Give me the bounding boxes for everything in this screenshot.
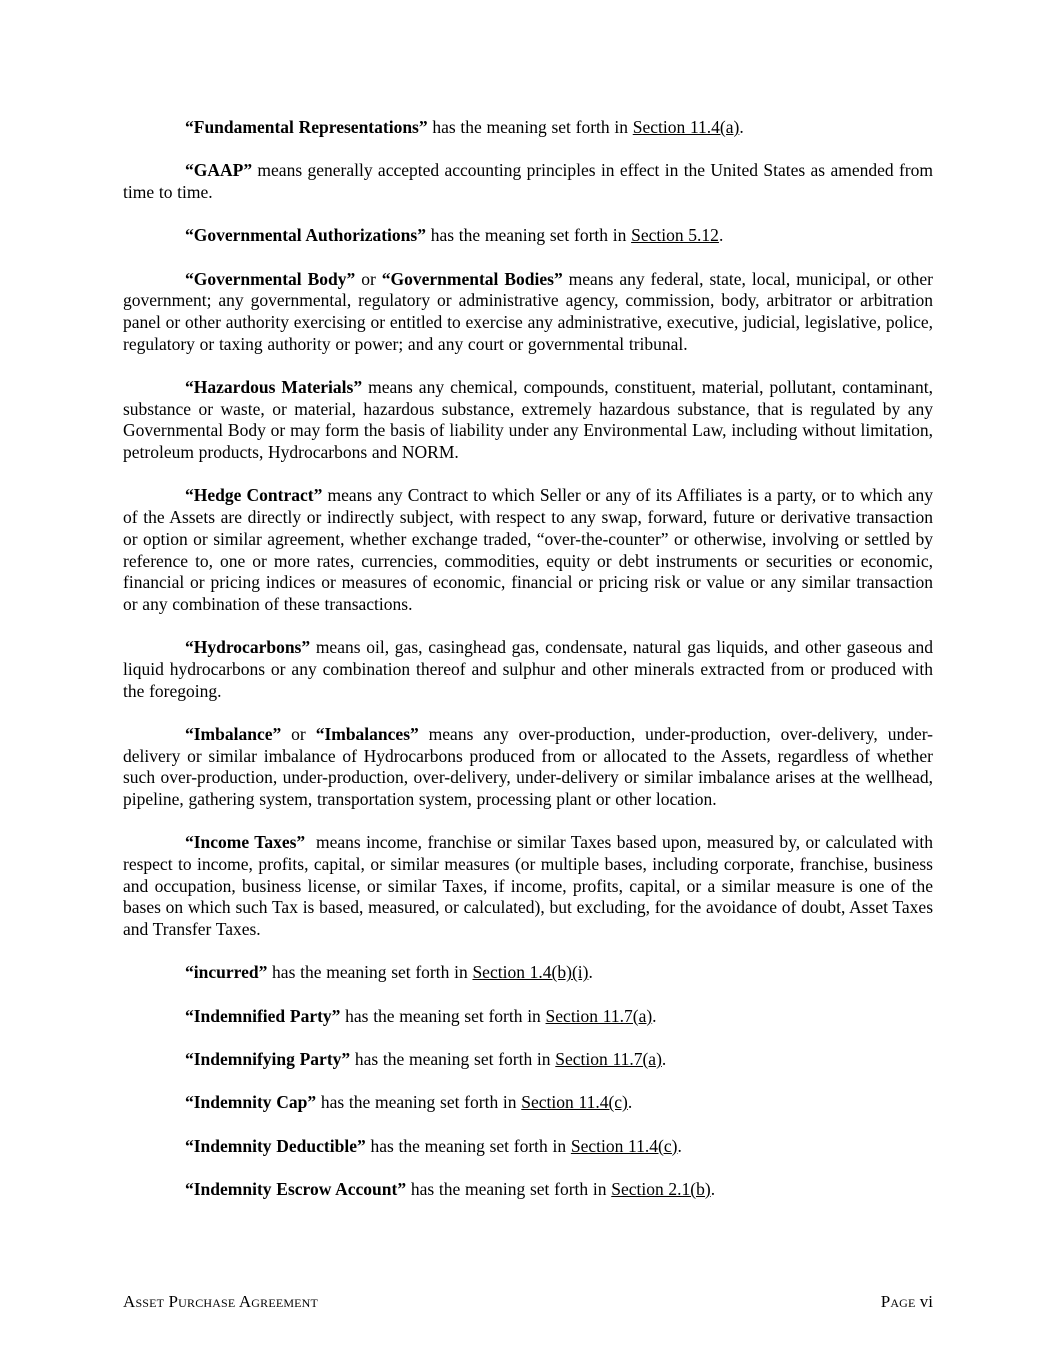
body-text: . (588, 962, 593, 983)
body-text: means income, franchise or similar Taxes based upon, measured by, or calculated with respect to income, profits, capital, or similar measures (or multiple bases, including corporate, franchise, business and occupation, business license, or similar Taxes, if income, profits, capital, or a similar measure is one of the bases on which such Tax is based, measured, or calculated), but excluding, for the avoidance of doubt, Asset Taxes and Transfer Taxes. (123, 832, 933, 940)
body-text: has the meaning set forth in (425, 225, 632, 246)
defined-term: “Hydrocarbons” (185, 637, 311, 658)
definition-paragraph (123, 377, 933, 464)
defined-term: “Hazardous Materials” (185, 377, 363, 397)
definition-paragraph (123, 1049, 933, 1071)
body-text: . (718, 225, 724, 246)
body-text: has the meaning set forth in (350, 1049, 556, 1070)
body-text: means any federal, state, local, municipal, or other government; any governmental, regulatory or administrative agency, commission, body, arbitrator or arbitration panel or other authority exercising or entitled to exercise any administrative, executive, judicial, legislative, police, regulatory or taxing authority or power; and any court or governmental tribunal. (123, 268, 934, 354)
defined-term: “Governmental Bodies” (381, 268, 563, 289)
body-text: means any Contract to which Seller or any of its Affiliates is a party, or to which any of the Assets are directly or indirectly subject, with respect to any swap, forward, future or derivative transaction or option or similar agreement, whether exchange traded, “over-the-counter” or otherwise, involving or settled by reference to, one or more rates, currencies, commodities, equity or debt instruments or securities or economic, financial or pricing indices or measures of economic, financial or pricing risk or value or any similar transaction or any combination of these transactions. (123, 485, 933, 614)
body-text: means oil, gas, casinghead gas, condensate, natural gas liquids, and other gaseous and liquid hydrocarbons or any combination thereof and sulphur and other minerals extracted from or produced with the foregoing. (123, 637, 933, 701)
definition-paragraph (123, 160, 933, 203)
defined-term: “Indemnity Escrow Account” (185, 1178, 407, 1199)
document-body (123, 117, 933, 1201)
body-text: means any chemical, compounds, constituent, material, pollutant, contaminant, substance or waste, or material, hazardous substance, extremely hazardous substance, that is regulated by any Governmental Body or may form the basis of liability under any Environmental Law, including without limitation, petroleum products, Hydrocarbons and NORM. (123, 377, 933, 463)
body-text: . (677, 1135, 682, 1156)
section-reference-link[interactable]: Section 5.12 (631, 225, 719, 246)
page-footer (123, 1292, 933, 1312)
footer-page-label: Page (880, 1292, 916, 1311)
body-text: or (355, 268, 382, 289)
footer-document-title: Asset Purchase Agreement (123, 1292, 318, 1311)
defined-term: “GAAP” (185, 160, 253, 181)
defined-term: “Governmental Authorizations” (185, 225, 426, 246)
definition-paragraph (123, 1092, 933, 1114)
body-text: has the meaning set forth in (427, 117, 633, 137)
definition-paragraph (123, 225, 933, 247)
body-text: . (627, 1092, 633, 1113)
body-text: means any over-production, under-production, over-delivery, under-delivery or similar imbalance of Hydrocarbons produced from or allocated to the Assets, regardless of whether such over-production, under-production, over-delivery, under-delivery or similar imbalance arises at the wellhead, pipeline, gathering system, transportation system, processing plant or other location. (123, 723, 934, 810)
section-reference-link[interactable]: Section 2.1(b) (611, 1178, 711, 1199)
definition-paragraph (123, 485, 933, 615)
body-text: has the meaning set forth in (406, 1178, 612, 1199)
body-text: . (661, 1049, 667, 1070)
definition-paragraph (123, 269, 933, 356)
body-text: has the meaning set forth in (340, 1005, 546, 1026)
defined-term: “incurred” (185, 962, 268, 983)
defined-term: “Indemnifying Party” (185, 1049, 351, 1070)
defined-term: “Imbalance” (185, 723, 282, 744)
defined-term: “Indemnity Cap” (185, 1092, 317, 1113)
section-reference-link[interactable]: Section 11.4(c) (521, 1092, 628, 1113)
section-reference-link[interactable]: Section 1.4(b)(i) (472, 962, 589, 983)
footer-page-number: vi (919, 1292, 933, 1311)
section-reference-link[interactable]: Section 11.4(c) (570, 1135, 678, 1156)
definition-paragraph (123, 724, 933, 811)
defined-term: “Indemnity Deductible” (185, 1135, 366, 1156)
definition-paragraph (123, 637, 933, 702)
defined-term: “Income Taxes” (185, 832, 306, 853)
body-text: has the meaning set forth in (365, 1135, 571, 1156)
body-text: . (739, 117, 744, 137)
definition-paragraph (123, 117, 933, 139)
body-text: has the meaning set forth in (267, 962, 473, 983)
section-reference-link[interactable]: Section 11.4(a) (632, 117, 740, 137)
body-text: means generally accepted accounting principles in effect in the United States as amended from time to time. (123, 160, 933, 202)
body-text: . (652, 1005, 657, 1026)
defined-term: “Fundamental Representations” (185, 117, 428, 137)
footer-page-indicator (881, 1292, 933, 1312)
body-text: . (710, 1178, 716, 1199)
defined-term: “Imbalances” (315, 723, 419, 744)
defined-term: “Hedge Contract” (185, 485, 323, 506)
body-text: has the meaning set forth in (316, 1092, 522, 1113)
body-text: or (281, 723, 316, 744)
definition-paragraph (123, 1179, 933, 1201)
definition-paragraph (123, 962, 933, 984)
section-reference-link[interactable]: Section 11.7(a) (545, 1005, 653, 1026)
section-reference-link[interactable]: Section 11.7(a) (555, 1049, 662, 1070)
defined-term: “Governmental Body” (185, 268, 356, 289)
defined-term: “Indemnified Party” (185, 1005, 341, 1026)
definition-paragraph (123, 1006, 933, 1028)
definition-paragraph (123, 1136, 933, 1158)
definition-paragraph (123, 832, 933, 941)
